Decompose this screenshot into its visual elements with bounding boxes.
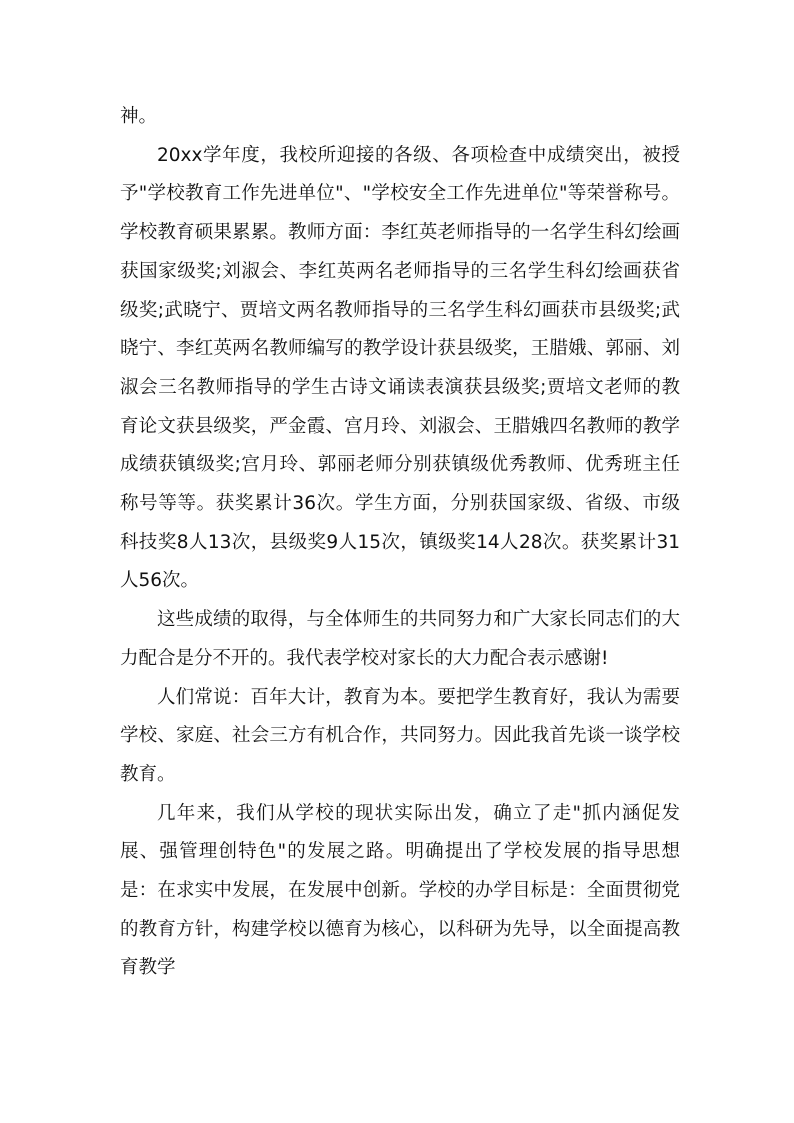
paragraph-development-path: 几年来，我们从学校的现状实际出发，确立了走"抓内涵促发展、强管理创特色"的发展之路。明确提出了学校发展的指导思想是：在求实中发展，在发展中创新。学校的办学目标是：全面贯彻党的教育方针，构建学校以德育为核心，以科研为先导，以全面提高教育教学 (120, 802, 680, 979)
paragraph-achievements: 20xx学年度，我校所迎接的各级、各项检查中成绩突出，被授予"学校教育工作先进单位"、"学校安全工作先进单位"等荣誉称号。学校教育硕果累累。教师方面：李红英老师指导的一名学生科幻绘画获国家级奖;刘淑会、李红英两名老师指导的三名学生科幻绘画获省级奖;武晓宁、贾培文两名教师指导的三名学生科幻画获市县级奖;武晓宁、李红英两名教师编写的教学设计获县级奖，王腊娥、郭丽、刘淑会三名教师指导的学生古诗文诵读表演获县级奖;贾培文老师的教育论文获县级奖，严金霞、宫月玲、刘淑会、王腊娥四名教师的教学成绩获镇级奖;宫月玲、郭丽老师分别获镇级优秀教师、优秀班主任称号等等。获奖累计36次。学生方面，分别获国家级、省级、市级科技奖8人13次，县级奖9人15次，镇级奖14人28次。获奖累计31人56次。 (120, 144, 680, 592)
paragraph-education-principle: 人们常说：百年大计，教育为本。要把学生教育好，我认为需要学校、家庭、社会三方有机合作，共同努力。因此我首先谈一谈学校教育。 (120, 686, 680, 785)
paragraph-continuation: 神。 (120, 106, 158, 127)
paragraph-thanks: 这些成绩的取得，与全体师生的共同努力和广大家长同志们的大力配合是分不开的。我代表学校对家长的大力配合表示感谢! (120, 609, 680, 669)
document-body (120, 98, 680, 988)
